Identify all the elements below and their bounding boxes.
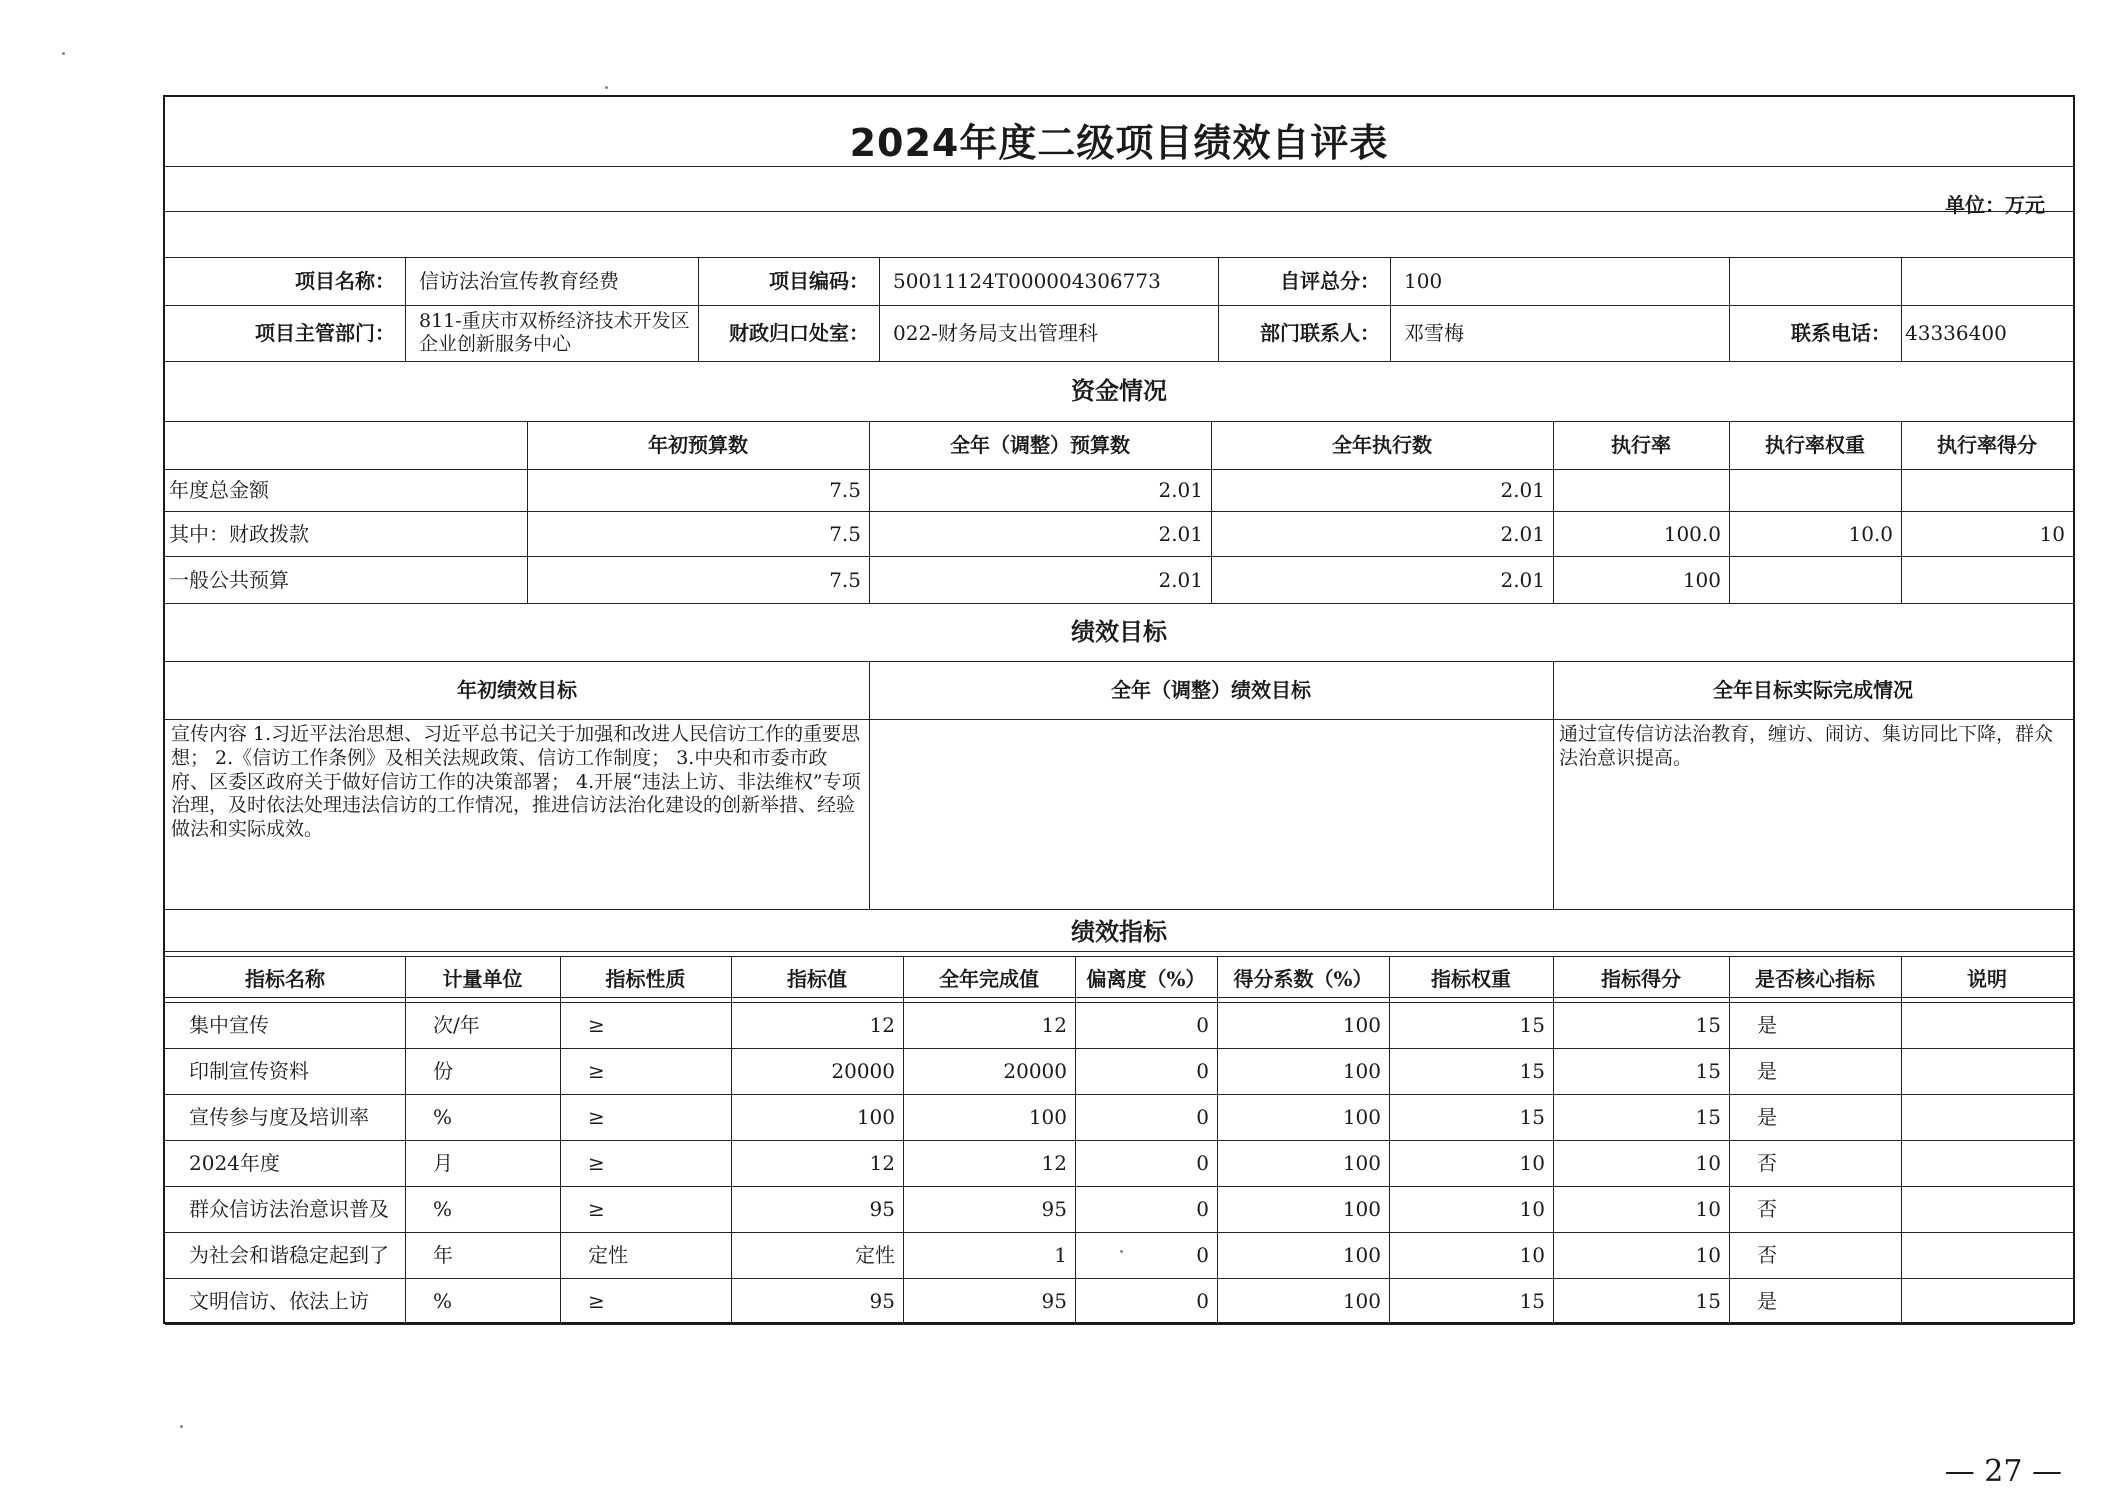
funds-rate-score — [1901, 556, 2073, 603]
indicator-name: 文明信访、依法上访 — [189, 1289, 369, 1313]
funds-rate-weight — [1729, 469, 1901, 511]
indicator-coefficient: 100 — [1342, 1289, 1381, 1313]
indicator-target: 定性 — [855, 1243, 895, 1267]
indicator-header: 指标性质 — [605, 967, 686, 991]
indicator-nature: 定性 — [588, 1243, 628, 1267]
indicator-coefficient: 100 — [1342, 1243, 1381, 1267]
indicator-core: 是 — [1757, 1105, 1777, 1129]
indicator-target: 95 — [869, 1197, 895, 1221]
phone-value: 43336400 — [1905, 321, 2007, 345]
evaluation-sheet — [163, 95, 2075, 1324]
indicators-section-title: 绩效指标 — [1071, 918, 1167, 947]
indicator-unit: % — [433, 1105, 453, 1129]
funds-executed: 2.01 — [1500, 521, 1545, 546]
funds-initial-budget: 7.5 — [829, 567, 861, 592]
funds-rate-score: 10 — [2039, 521, 2065, 546]
indicator-header: 指标值 — [787, 967, 847, 991]
indicator-unit: 月 — [433, 1151, 453, 1175]
indicator-weight: 10 — [1519, 1197, 1545, 1221]
indicator-unit: 年 — [433, 1243, 453, 1267]
indicator-target: 100 — [856, 1105, 895, 1129]
scan-speck — [180, 1425, 183, 1428]
indicator-name: 2024年度 — [189, 1151, 280, 1175]
indicator-core: 否 — [1757, 1197, 1777, 1221]
indicator-unit: % — [433, 1197, 453, 1221]
self-score-label: 自评总分： — [1280, 269, 1380, 293]
funds-adjusted-budget: 2.01 — [1158, 478, 1203, 502]
indicator-header: 是否核心指标 — [1755, 967, 1875, 991]
self-score-value: 100 — [1404, 269, 1443, 293]
indicator-target: 95 — [869, 1289, 895, 1313]
indicator-deviation: 0 — [1196, 1197, 1209, 1221]
indicator-header: 指标名称 — [245, 967, 325, 991]
grid-line — [165, 211, 2073, 212]
funds-exec-rate: 100.0 — [1663, 521, 1721, 546]
funds-initial-budget: 7.5 — [829, 521, 861, 546]
indicator-name: 宣传参与度及培训率 — [189, 1105, 369, 1129]
indicator-name: 为社会和谐稳定起到了 — [189, 1243, 389, 1267]
funds-exec-rate: 100 — [1682, 567, 1721, 592]
indicator-target: 12 — [869, 1013, 895, 1037]
indicator-header: 指标权重 — [1431, 967, 1511, 991]
funds-executed: 2.01 — [1500, 567, 1545, 592]
phone-label: 联系电话： — [1791, 321, 1891, 345]
indicator-deviation: 0 — [1196, 1013, 1209, 1037]
indicator-coefficient: 100 — [1342, 1059, 1381, 1083]
indicator-nature: ≥ — [588, 1105, 605, 1129]
funds-header: 执行率 — [1611, 433, 1671, 457]
indicator-weight: 15 — [1519, 1013, 1545, 1037]
indicator-weight: 10 — [1519, 1151, 1545, 1175]
goals-adjusted-text — [869, 719, 1553, 909]
indicator-name: 印制宣传资料 — [189, 1059, 309, 1083]
indicator-score: 10 — [1695, 1197, 1721, 1221]
funds-row-label: 年度总金额 — [169, 478, 269, 502]
indicator-note — [1901, 1048, 2073, 1094]
indicator-core: 否 — [1757, 1151, 1777, 1175]
finance-office-label: 财政归口处室： — [729, 321, 869, 345]
scan-speck — [1120, 1250, 1123, 1253]
funds-adjusted-budget: 2.01 — [1158, 567, 1203, 592]
funds-row-label: 一般公共预算 — [169, 567, 289, 592]
funds-header: 执行率权重 — [1765, 433, 1865, 457]
project-name-label: 项目名称： — [295, 269, 395, 293]
indicator-note — [1901, 1002, 2073, 1048]
page-number: — 27 — — [1944, 1454, 2062, 1489]
indicator-nature: ≥ — [588, 1059, 605, 1083]
funds-rate-weight: 10.0 — [1848, 521, 1893, 546]
indicator-score: 10 — [1695, 1243, 1721, 1267]
funds-adjusted-budget: 2.01 — [1158, 521, 1203, 546]
indicator-done: 100 — [1028, 1105, 1067, 1129]
indicator-header: 得分系数（%） — [1233, 967, 1373, 991]
funds-header: 执行率得分 — [1937, 433, 2037, 457]
indicator-done: 95 — [1041, 1289, 1067, 1313]
indicator-deviation: 0 — [1196, 1289, 1209, 1313]
funds-header: 全年（调整）预算数 — [950, 433, 1130, 457]
dept-value: 811-重庆市双桥经济技术开发区企业创新服务中心 — [419, 310, 690, 355]
indicator-name: 集中宣传 — [189, 1013, 269, 1037]
goals-section-title: 绩效目标 — [1071, 617, 1167, 646]
funds-header: 全年执行数 — [1332, 433, 1432, 457]
project-name-value: 信访法治宣传教育经费 — [419, 269, 619, 293]
contact-value: 邓雪梅 — [1404, 321, 1464, 345]
indicator-header: 说明 — [1967, 967, 2007, 991]
indicator-nature: ≥ — [588, 1013, 605, 1037]
indicator-score: 15 — [1695, 1013, 1721, 1037]
indicator-coefficient: 100 — [1342, 1151, 1381, 1175]
indicator-header: 计量单位 — [442, 967, 523, 991]
indicator-core: 是 — [1757, 1059, 1777, 1083]
page-title: 2024年度二级项目绩效自评表 — [849, 121, 1389, 165]
indicator-unit: 份 — [433, 1059, 453, 1083]
finance-office-value: 022-财务局支出管理科 — [893, 321, 1098, 345]
funds-executed: 2.01 — [1500, 478, 1545, 502]
funds-exec-rate — [1553, 469, 1729, 511]
indicator-coefficient: 100 — [1342, 1013, 1381, 1037]
indicator-deviation: 0 — [1196, 1105, 1209, 1129]
indicator-score: 15 — [1695, 1059, 1721, 1083]
indicator-coefficient: 100 — [1342, 1197, 1381, 1221]
contact-label: 部门联系人： — [1260, 321, 1380, 345]
indicator-name: 群众信访法治意识普及 — [189, 1197, 389, 1221]
goals-initial-text: 宣传内容 1.习近平法治思想、习近平总书记关于加强和改进人民信访工作的重要思想； 2.《信访工作条例》及相关法规政策、信访工作制度； 3.中央和市委市政府、区委区政府关于做好信访工作的决策部署； 4.开展“违法上访、非法维权”专项治理，及时依法处理违法信访的工作情况，推进信访法治化建设的创新举措、经验做法和实际成效。 — [171, 723, 861, 840]
project-code-value: 50011124T000004306773 — [893, 269, 1161, 293]
funds-initial-budget: 7.5 — [829, 478, 861, 502]
project-code-label: 项目编码： — [769, 269, 869, 293]
indicator-deviation: 0 — [1196, 1151, 1209, 1175]
grid-line — [165, 166, 2073, 167]
indicator-note — [1901, 1232, 2073, 1278]
scan-speck — [62, 52, 65, 55]
indicator-header: 全年完成值 — [939, 967, 1039, 991]
indicator-note — [1901, 1278, 2073, 1324]
indicator-target: 20000 — [831, 1059, 895, 1083]
indicator-weight: 15 — [1519, 1289, 1545, 1313]
indicator-core: 否 — [1757, 1243, 1777, 1267]
funds-rate-weight — [1729, 556, 1901, 603]
indicator-header: 指标得分 — [1601, 967, 1681, 991]
indicator-core: 是 — [1757, 1013, 1777, 1037]
scan-speck — [605, 86, 608, 89]
indicator-weight: 15 — [1519, 1059, 1545, 1083]
indicator-done: 12 — [1041, 1151, 1067, 1175]
indicator-score: 15 — [1695, 1105, 1721, 1129]
funds-header: 年初预算数 — [648, 433, 748, 457]
funds-row-label: 其中：财政拨款 — [169, 521, 309, 546]
indicator-nature: ≥ — [588, 1151, 605, 1175]
goals-header-actual: 全年目标实际完成情况 — [1713, 678, 1913, 702]
indicator-nature: ≥ — [588, 1289, 605, 1313]
indicator-done: 95 — [1041, 1197, 1067, 1221]
indicator-weight: 15 — [1519, 1105, 1545, 1129]
funds-section-title: 资金情况 — [1071, 376, 1167, 405]
indicator-done: 20000 — [1003, 1059, 1067, 1083]
indicator-done: 12 — [1041, 1013, 1067, 1037]
indicator-coefficient: 100 — [1342, 1105, 1381, 1129]
indicator-deviation: 0 — [1196, 1243, 1209, 1267]
goals-header-adjusted: 全年（调整）绩效目标 — [1111, 678, 1311, 702]
indicator-core: 是 — [1757, 1289, 1777, 1313]
indicator-unit: 次/年 — [433, 1013, 480, 1037]
goals-actual-text: 通过宣传信访法治教育，缠访、闹访、集访同比下降，群众法治意识提高。 — [1559, 723, 2054, 769]
goals-header-initial: 年初绩效目标 — [457, 678, 577, 702]
indicator-note — [1901, 1140, 2073, 1186]
indicator-unit: % — [433, 1289, 453, 1313]
indicator-score: 15 — [1695, 1289, 1721, 1313]
indicator-score: 10 — [1695, 1151, 1721, 1175]
funds-rate-score — [1901, 469, 2073, 511]
indicator-target: 12 — [869, 1151, 895, 1175]
grid-line — [165, 1324, 2073, 1325]
indicator-done: 1 — [1054, 1243, 1067, 1267]
dept-label: 项目主管部门： — [255, 321, 395, 345]
indicator-weight: 10 — [1519, 1243, 1545, 1267]
indicator-note — [1901, 1186, 2073, 1232]
unit-label: 单位：万元 — [1945, 193, 2045, 217]
indicator-note — [1901, 1094, 2073, 1140]
indicator-nature: ≥ — [588, 1197, 605, 1221]
indicator-header: 偏离度（%） — [1086, 967, 1206, 991]
indicator-deviation: 0 — [1196, 1059, 1209, 1083]
